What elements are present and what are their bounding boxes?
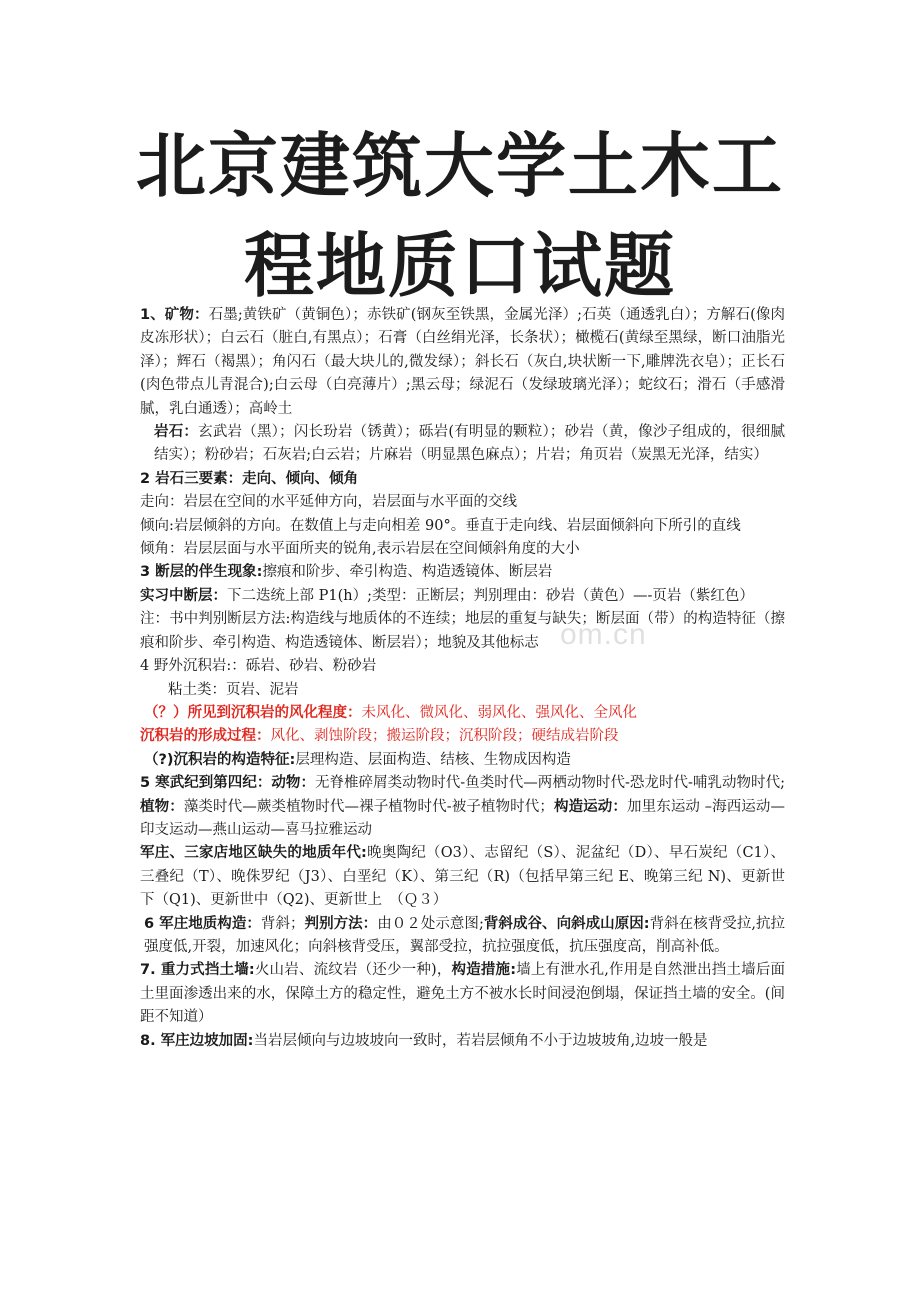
section-6-structure bbox=[140, 913, 785, 960]
document-body bbox=[140, 304, 785, 1053]
section-4-clay: 粘土类：页岩、泥岩 bbox=[168, 681, 299, 698]
plant-text: 藻类时代—蕨类植物时代—裸子植物时代-被子植物时代； bbox=[183, 798, 554, 815]
section-4-field-rocks: 4 野外沉积岩:：砾岩、砂岩、粉砂岩 bbox=[140, 658, 377, 675]
missing-label: 军庄、三家店地区缺失的地质年代: bbox=[140, 845, 367, 862]
rocks-text: 玄武岩（黑）；闪长玢岩（锈黄）；砾岩(有明显的颗粒）；砂岩（黄，像沙子组成的，很细腻结实）；粉砂岩；石灰岩;白云岩；片麻岩（明显黑色麻点）；片岩；角页岩（炭黑无光泽，结实） bbox=[154, 424, 786, 464]
section-7-retaining-wall bbox=[140, 959, 785, 1029]
animal-text: 无脊椎碎屑类动物时代-鱼类时代—两栖动物时代-恐龙时代-哺乳动物时代; bbox=[314, 775, 785, 792]
section-3-text: 擦痕和阶步、牵引构造、构造透镜体、断层岩 bbox=[262, 564, 553, 581]
section-5-missing bbox=[140, 842, 785, 912]
section-3-note: 注：书中判别断层方法:构造线与地质体的不连续；地层的重复与缺失；断层面（带）的构造特征（擦痕和阶步、牵引构造、构造透镜体、断层岩）；地貌及其他标志 bbox=[140, 611, 785, 651]
section-6-t1: 背斜； bbox=[260, 915, 305, 932]
plant-label: 植物： bbox=[140, 798, 184, 815]
section-7-label2: 构造措施: bbox=[451, 962, 517, 979]
section-6-t2: 由０２处示意图; bbox=[377, 915, 484, 932]
rocks-label: 岩石： bbox=[154, 424, 199, 441]
movement-label: 构造运动： bbox=[553, 798, 627, 815]
section-7-label: . 重力式挡土墙: bbox=[150, 962, 255, 979]
page-title-line2: 程地质口试题 bbox=[244, 225, 676, 307]
section-2-dip-direction: 倾向:岩层倾斜的方向。在数值上与走向相差 90°。垂直于走向线、岩层面倾斜向下所引的直线 bbox=[140, 517, 741, 534]
section-3-fault bbox=[140, 561, 785, 584]
section-6-label3: 背斜成谷、向斜成山原因: bbox=[483, 915, 650, 932]
missing-text: 晚奥陶纪（O3）、志留纪（S）、泥盆纪（D）、早石炭纪（C1）、三叠纪（T）、晚侏罗纪（J3）、白垩纪（K）、第三纪（R)（包括早第三纪 E、晚第三纪 N)、更新世下（Q1)、更新世中（Q2)、更新世上 （Ｑ３） bbox=[140, 845, 785, 909]
section-7-t2: 墙上有泄水孔,作用是自然泄出挡土墙后面土里面渗透出来的水，保障土方的稳定性，避免土方不被水长时间浸泡倒塌，保证挡土墙的安全。(间距不知道） bbox=[140, 962, 786, 1026]
practice-fault-label: 实习中断层： bbox=[140, 587, 227, 604]
section-7-t1: 火山岩、流纹岩（还少一种)， bbox=[254, 962, 452, 979]
section-4-weathering bbox=[140, 702, 785, 725]
section-8-label: . 军庄边坡加固: bbox=[150, 1032, 254, 1049]
section-6-label2: 判别方法： bbox=[304, 915, 378, 932]
section-1-rocks bbox=[140, 421, 785, 468]
page-title-line1: 北京建筑大学土木工 bbox=[136, 125, 784, 207]
movement-text: 加里东运动 –海西运动—印支运动—燕山运动—喜马拉雅运动 bbox=[140, 798, 786, 838]
section-5-label: 5 寒武纪到第四纪：动物： bbox=[140, 775, 315, 792]
section-8-slope bbox=[140, 1030, 785, 1053]
practice-fault-text: 下二迭统上部 P1(h）;类型：正断层；判别理由：砂岩（黄色）—-页岩（紫红色） bbox=[227, 587, 754, 604]
section-3-label: 3 断层的伴生现象: bbox=[140, 564, 263, 581]
section-1-number: 1 bbox=[140, 307, 151, 323]
section-4-formation bbox=[140, 725, 785, 748]
section-2-dip-angle: 倾角：岩层层面与水平面所夹的锐角,表示岩层在空间倾斜角度的大小 bbox=[140, 541, 580, 558]
section-7-number: 7 bbox=[140, 962, 151, 979]
section-6-t3: 背斜在核背受拉,抗拉强度低,开裂，加速风化；向斜核背受压，翼部受拉，抗拉强度低，抗压强度高，削高补低。 bbox=[144, 915, 786, 955]
formation-text: 风化、剥蚀阶段；搬运阶段；沉积阶段；硬结成岩阶段 bbox=[270, 728, 619, 745]
section-6-label: 6 军庄地质构造： bbox=[144, 915, 261, 932]
structure-label: （?)沉积岩的构造特征: bbox=[144, 751, 296, 768]
section-2-strike: 走向：岩层在空间的水平延伸方向，岩层面与水平面的交线 bbox=[140, 494, 517, 511]
formation-label: 沉积岩的形成过程： bbox=[140, 728, 271, 745]
section-4-structure bbox=[140, 749, 785, 772]
section-1-minerals bbox=[140, 304, 785, 421]
section-8-number: 8 bbox=[140, 1032, 151, 1049]
section-1-label: 、矿物： bbox=[150, 307, 209, 323]
section-3-practice bbox=[140, 585, 785, 608]
section-2-heading: 2 岩石三要素：走向、倾向、倾角 bbox=[140, 470, 359, 487]
structure-text: 层理构造、层面构造、结核、生物成因构造 bbox=[295, 751, 571, 768]
section-1-text: 石墨;黄铁矿（黄铜色）；赤铁矿(钢灰至铁黑，金属光泽）;石英（通透乳白）；方解石(像肉皮冻形状）；白云石（脏白,有黑点）；石膏（白丝绢光泽，长条状）；橄榄石(黄绿至黑绿，断口油脂光泽）；辉石（褐黑）；角闪石（最大块儿的,微发绿）；斜长石（灰白,块状断一下,雕牌洗衣皂）；正长石(肉色带点儿青混合);白云母（白亮薄片）;黑云母；绿泥石（发绿玻璃光泽）；蛇纹石；滑石（手感滑腻，乳白通透）；高岭土 bbox=[140, 307, 785, 417]
section-8-t1: 当岩层倾向与边坡坡向一致时，若岩层倾角不小于边坡坡角,边坡一般是 bbox=[253, 1032, 708, 1049]
section-5-eras bbox=[140, 772, 785, 842]
weathering-text: 未风化、微风化、弱风化、强风化、全风化 bbox=[361, 704, 637, 721]
watermark: om.cn bbox=[560, 618, 647, 651]
weathering-label: （？）所见到沉积岩的风化程度： bbox=[144, 704, 362, 721]
